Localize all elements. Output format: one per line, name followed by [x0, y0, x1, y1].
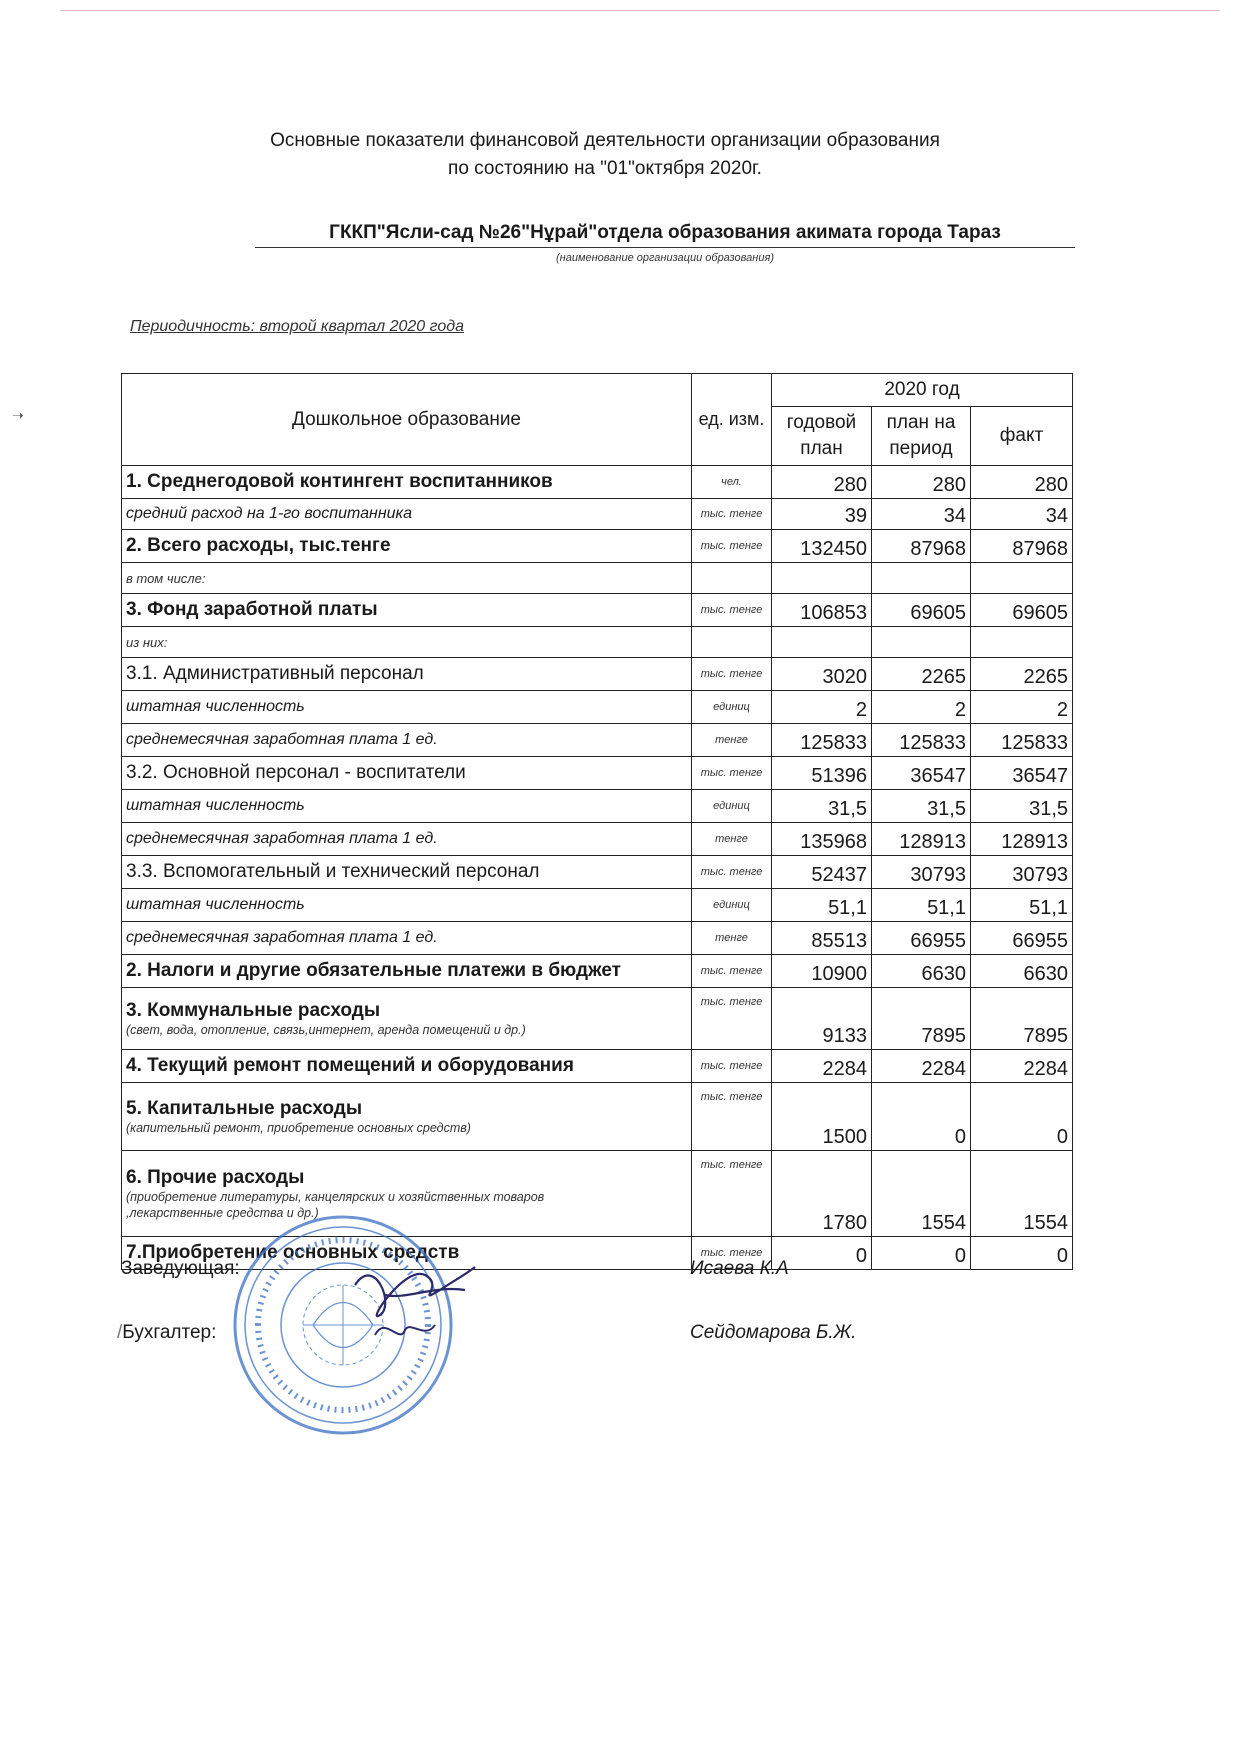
table-row	[122, 955, 1073, 988]
table-row	[122, 627, 1073, 658]
cell-annual-plan: 10900	[772, 955, 872, 988]
cell-period-plan: 66955	[872, 922, 971, 955]
row-unit: тыс. тенге	[692, 955, 772, 988]
margin-mark: ➝	[12, 407, 24, 423]
cell-annual-plan: 132450	[772, 530, 872, 563]
row-unit: тыс. тенге	[692, 658, 772, 691]
row-label: 1. Среднегодовой контингент воспитанников	[122, 466, 692, 499]
cell-period-plan: 128913	[872, 823, 971, 856]
cell-fact: 36547	[971, 757, 1073, 790]
row-label: 3.1. Административный персонал	[122, 658, 692, 691]
row-label: штатная численность	[122, 691, 692, 724]
cell-fact: 2265	[971, 658, 1073, 691]
table-row	[122, 922, 1073, 955]
row-label: штатная численность	[122, 790, 692, 823]
row-label: 3. Фонд заработной платы	[122, 594, 692, 627]
table-row	[122, 499, 1073, 530]
row-unit: чел.	[692, 466, 772, 499]
cell-annual-plan: 106853	[772, 594, 872, 627]
top-edge-line	[60, 10, 1220, 11]
cell-fact: 31,5	[971, 790, 1073, 823]
cell-annual-plan: 2284	[772, 1050, 872, 1083]
cell-period-plan: 280	[872, 466, 971, 499]
table-row	[122, 466, 1073, 499]
cell-annual-plan: 1780	[772, 1151, 872, 1237]
cell-annual-plan: 0	[772, 1237, 872, 1270]
head-name: Исаева К.А	[690, 1258, 789, 1279]
cell-fact: 128913	[971, 823, 1073, 856]
table-row	[122, 1050, 1073, 1083]
cell-fact: 0	[971, 1237, 1073, 1270]
table-row	[122, 658, 1073, 691]
cell-fact: 69605	[971, 594, 1073, 627]
organization-name: ГККП"Ясли-сад №26"Нұрай"отдела образования акимата города Тараз	[255, 222, 1075, 248]
header-fact: факт	[971, 407, 1073, 466]
row-unit: единиц	[692, 889, 772, 922]
row-label: из них:	[122, 627, 692, 658]
row-note: (капительный ремонт, приобретение основных средств)	[126, 1120, 471, 1135]
row-label: 2. Всего расходы, тыс.тенге	[122, 530, 692, 563]
row-label: среднемесячная заработная плата 1 ед.	[122, 922, 692, 955]
row-unit: тенге	[692, 724, 772, 757]
cell-annual-plan: 52437	[772, 856, 872, 889]
row-unit: тыс. тенге	[692, 499, 772, 530]
periodicity: Периодичность: второй квартал 2020 года	[130, 318, 464, 335]
row-unit: тыс. тенге	[692, 594, 772, 627]
financial-indicators-table	[121, 373, 1073, 1270]
row-unit: тыс. тенге	[692, 1083, 772, 1151]
row-unit: тыс. тенге	[692, 988, 772, 1050]
cell-annual-plan: 51396	[772, 757, 872, 790]
cell-fact: 280	[971, 466, 1073, 499]
table-row	[122, 691, 1073, 724]
cell-period-plan: 1554	[872, 1151, 971, 1237]
accountant-label: /Бухгалтер:	[117, 1322, 217, 1343]
header-annual-plan: годовой план	[772, 407, 872, 466]
row-label: 7.Приобретение основных средств	[122, 1237, 692, 1270]
row-label: 6. Прочие расходы (приобретение литературы, канцелярских и хозяйственных товаров ,лекарственные средства и др.)	[122, 1151, 692, 1237]
cell-fact: 7895	[971, 988, 1073, 1050]
cell-annual-plan: 39	[772, 499, 872, 530]
row-label: 3.3. Вспомогательный и технический персонал	[122, 856, 692, 889]
row-label: в том числе:	[122, 563, 692, 594]
table-row	[122, 757, 1073, 790]
cell-annual-plan: 125833	[772, 724, 872, 757]
table-row	[122, 856, 1073, 889]
table-row	[122, 988, 1073, 1050]
row-label: штатная численность	[122, 889, 692, 922]
cell-annual-plan: 1500	[772, 1083, 872, 1151]
row-unit: тыс. тенге	[692, 1050, 772, 1083]
header-unit: ед. изм.	[692, 374, 772, 466]
cell-annual-plan: 31,5	[772, 790, 872, 823]
cell-period-plan: 125833	[872, 724, 971, 757]
cell-period-plan: 0	[872, 1237, 971, 1270]
cell-annual-plan: 135968	[772, 823, 872, 856]
row-unit: тенге	[692, 922, 772, 955]
cell-period-plan: 7895	[872, 988, 971, 1050]
cell-fact: 2	[971, 691, 1073, 724]
row-unit: тыс. тенге	[692, 757, 772, 790]
table-row	[122, 823, 1073, 856]
cell-annual-plan: 51,1	[772, 889, 872, 922]
cell-period-plan: 87968	[872, 530, 971, 563]
cell-annual-plan: 9133	[772, 988, 872, 1050]
cell-fact: 51,1	[971, 889, 1073, 922]
cell-period-plan: 51,1	[872, 889, 971, 922]
cell-fact: 34	[971, 499, 1073, 530]
cell-period-plan: 30793	[872, 856, 971, 889]
cell-annual-plan: 3020	[772, 658, 872, 691]
row-note: (свет, вода, отопление, связь,интернет, аренда помещений и др.)	[126, 1022, 526, 1037]
cell-period-plan: 6630	[872, 955, 971, 988]
row-unit: тыс. тенге	[692, 530, 772, 563]
row-label: 2. Налоги и другие обязательные платежи в бюджет	[122, 955, 692, 988]
row-unit: тыс. тенге	[692, 856, 772, 889]
head-label: Заведующая:	[121, 1258, 240, 1279]
cell-period-plan: 2265	[872, 658, 971, 691]
row-label: 3. Коммунальные расходы (свет, вода, отопление, связь,интернет, аренда помещений и др.)	[122, 988, 692, 1050]
row-note-line1: (приобретение литературы, канцелярских и хозяйственных товаров	[126, 1189, 545, 1204]
accountant-name: Сейдомарова Б.Ж.	[690, 1322, 857, 1343]
cell-fact: 6630	[971, 955, 1073, 988]
header-preschool-education: Дошкольное образование	[122, 374, 692, 466]
row-label: 5. Капитальные расходы (капительный ремонт, приобретение основных средств)	[122, 1083, 692, 1151]
signature-scribble-head	[345, 1245, 485, 1355]
document-title-line2: по состоянию на "01"октября 2020г.	[448, 158, 762, 179]
cell-fact: 1554	[971, 1151, 1073, 1237]
row-unit: единиц	[692, 790, 772, 823]
row-unit: единиц	[692, 691, 772, 724]
table-row	[122, 530, 1073, 563]
table-row	[122, 594, 1073, 627]
table-row	[122, 563, 1073, 594]
cell-annual-plan: 280	[772, 466, 872, 499]
row-label: 3.2. Основной персонал - воспитатели	[122, 757, 692, 790]
table-row	[122, 889, 1073, 922]
cell-fact: 0	[971, 1083, 1073, 1151]
table-row	[122, 790, 1073, 823]
row-label: среднемесячная заработная плата 1 ед.	[122, 724, 692, 757]
cell-period-plan: 2284	[872, 1050, 971, 1083]
header-year: 2020 год	[772, 374, 1073, 407]
row-unit: тыс. тенге	[692, 1151, 772, 1237]
cell-annual-plan: 2	[772, 691, 872, 724]
cell-fact: 125833	[971, 724, 1073, 757]
row-label: среднемесячная заработная плата 1 ед.	[122, 823, 692, 856]
cell-period-plan: 2	[872, 691, 971, 724]
cell-period-plan: 34	[872, 499, 971, 530]
header-period-plan: план на период	[872, 407, 971, 466]
cell-fact: 2284	[971, 1050, 1073, 1083]
cell-period-plan: 31,5	[872, 790, 971, 823]
cell-annual-plan: 85513	[772, 922, 872, 955]
row-label: 4. Текущий ремонт помещений и оборудования	[122, 1050, 692, 1083]
cell-fact: 66955	[971, 922, 1073, 955]
row-label: средний расход на 1-го воспитанника	[122, 499, 692, 530]
table-row	[122, 1083, 1073, 1151]
row-note-line2: ,лекарственные средства и др.)	[126, 1205, 319, 1220]
table-row	[122, 724, 1073, 757]
row-unit: тенге	[692, 823, 772, 856]
cell-period-plan: 36547	[872, 757, 971, 790]
cell-period-plan: 0	[872, 1083, 971, 1151]
cell-fact: 30793	[971, 856, 1073, 889]
cell-fact: 87968	[971, 530, 1073, 563]
document-title-line1: Основные показатели финансовой деятельности организации образования	[270, 130, 940, 151]
row-unit: тыс. тенге	[692, 1237, 772, 1270]
cell-period-plan: 69605	[872, 594, 971, 627]
organization-note: (наименование организации образования)	[556, 252, 774, 264]
